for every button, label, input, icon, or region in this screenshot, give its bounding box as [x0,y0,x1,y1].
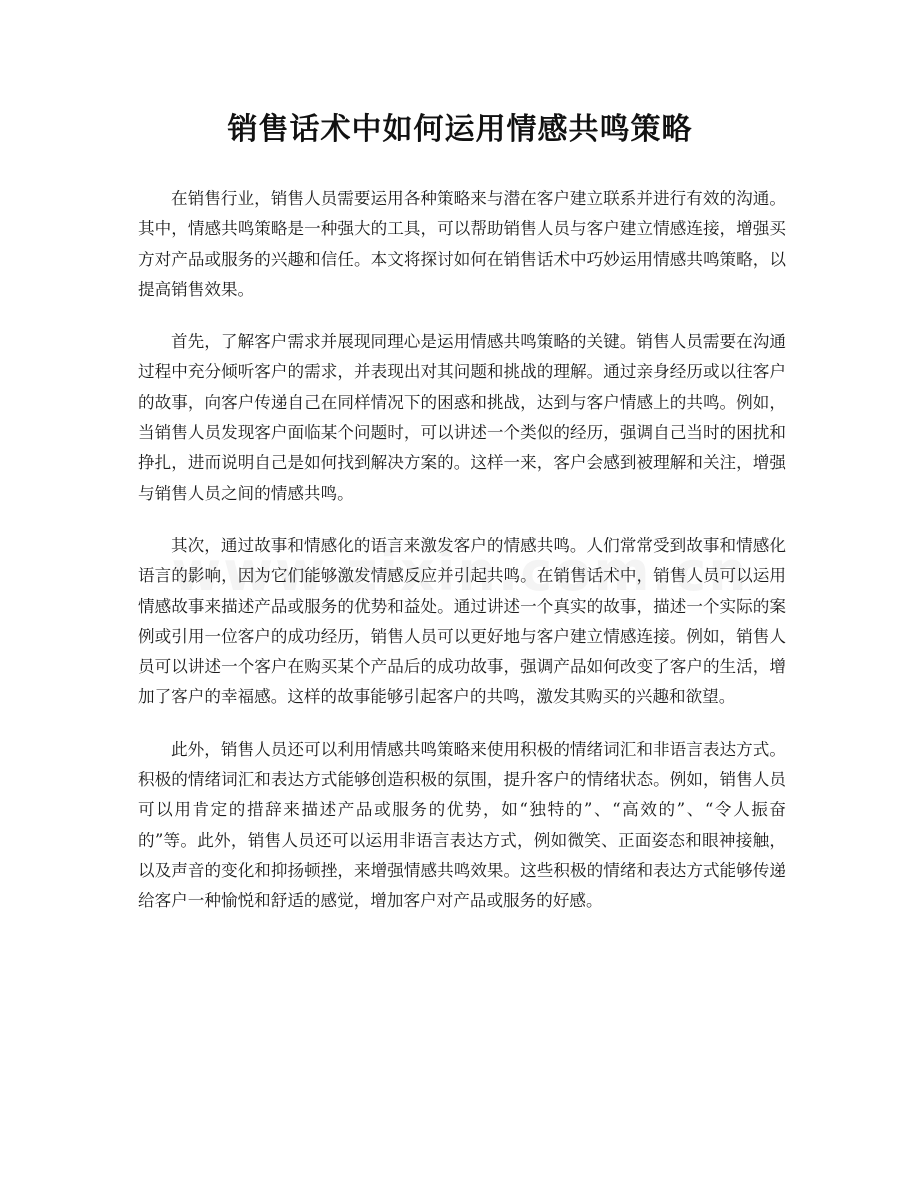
paragraph-4: 此外，销售人员还可以利用情感共鸣策略来使用积极的情绪词汇和非语言表达方式。积极的情绪词汇和表达方式能够创造积极的氛围，提升客户的情绪状态。例如，销售人员可以用肯定的措辞来描述产品或服务的优势，如“独特的”、“高效的”、“令人振奋的”等。此外，销售人员还可以运用非语言表达方式，例如微笑、正面姿态和眼神接触，以及声音的变化和抑扬顿挫，来增强情感共鸣效果。这些积极的情绪和表达方式能够传递给客户一种愉悦和舒适的感觉，增加客户对产品或服务的好感。 [138,739,786,911]
paragraph-2: 首先，了解客户需求并展现同理心是运用情感共鸣策略的关键。销售人员需要在沟通过程中充分倾听客户的需求，并表现出对其问题和挑战的理解。通过亲身经历或以往客户的故事，向客户传递自己在同样情况下的困惑和挑战，达到与客户情感上的共鸣。例如，当销售人员发现客户面临某个问题时，可以讲述一个类似的经历，强调自己当时的困扰和挣扎，进而说明自己是如何找到解决方案的。这样一来，客户会感到被理解和关注，增强与销售人员之间的情感共鸣。 [138,332,786,503]
paragraph-1: 在销售行业，销售人员需要运用各种策略来与潜在客户建立联系并进行有效的沟通。其中，情感共鸣策略是一种强大的工具，可以帮助销售人员与客户建立情感连接，增强买方对产品或服务的兴趣和信任。本文将探讨如何在销售话术中巧妙运用情感共鸣策略，以提高销售效果。 [138,189,786,299]
paragraph-3: 其次，通过故事和情感化的语言来激发客户的情感共鸣。人们常常受到故事和情感化语言的影响，因为它们能够激发情感反应并引起共鸣。在销售话术中，销售人员可以运用情感故事来描述产品或服务的优势和益处。通过讲述一个真实的故事，描述一个实际的案例或引用一位客户的成功经历，销售人员可以更好地与客户建立情感连接。例如，销售人员可以讲述一个客户在购买某个产品后的成功故事，强调产品如何改变了客户的生活，增加了客户的幸福感。这样的故事能够引起客户的共鸣，激发其购买的兴趣和欲望。 [138,535,786,707]
document-title: 销售话术中如何运用情感共鸣策略 [227,112,693,147]
document-body [138,184,786,939]
